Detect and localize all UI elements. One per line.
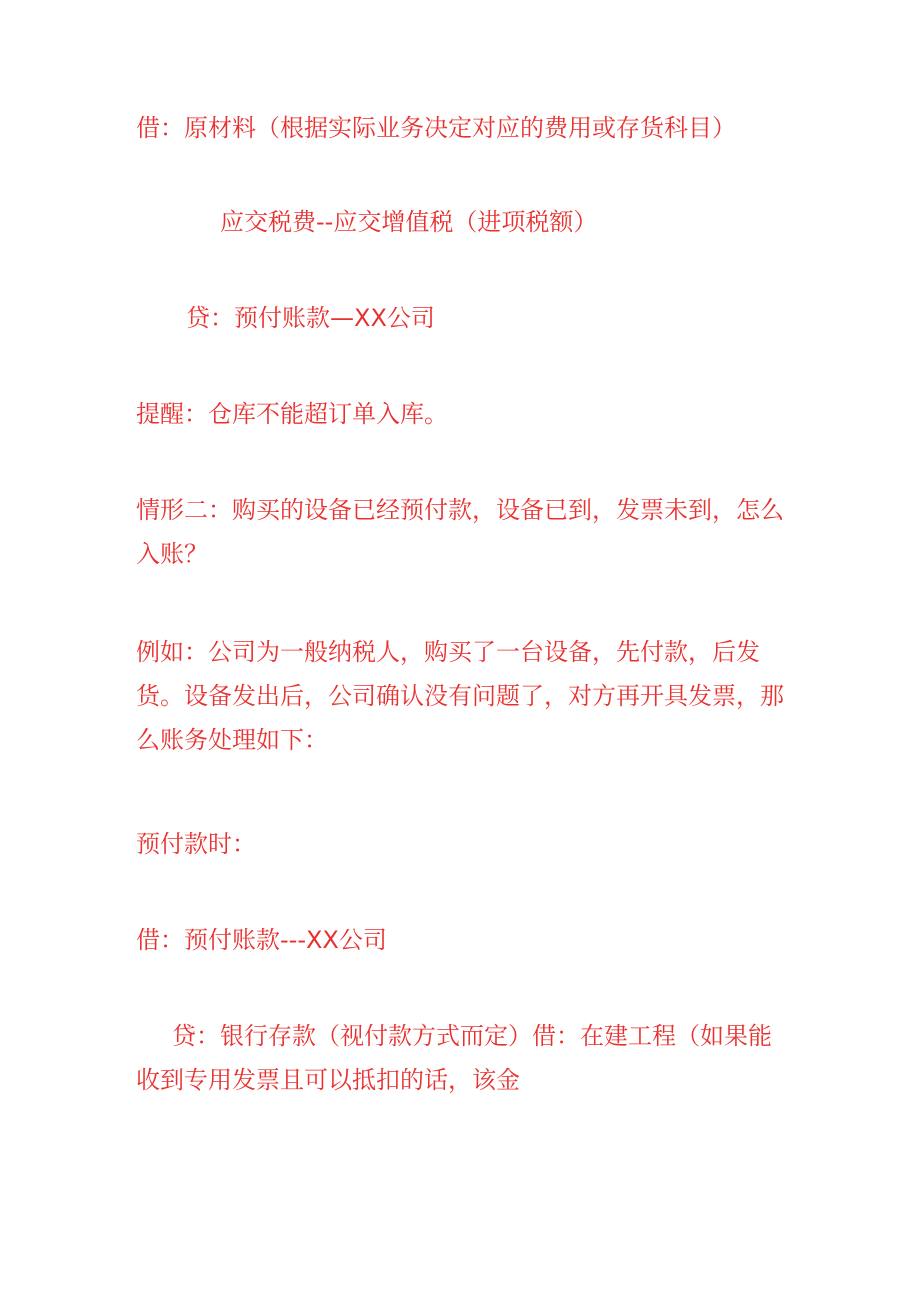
scenario-two-heading: 情形二：购买的设备已经预付款，设备已到，发票未到，怎么入账？ bbox=[136, 496, 784, 568]
prepayment-subheading: 预付款时： bbox=[136, 830, 256, 858]
credit-prepayment-line: 贷：预付账款—XX公司 bbox=[186, 304, 435, 332]
debit-raw-materials-line: 借：原材料（根据实际业务决定对应的费用或存货科目） bbox=[136, 114, 736, 142]
reminder-paragraph: 提醒：仓库不能超订单入库。 bbox=[136, 400, 448, 428]
credit-bank-deposit-paragraph: 贷：银行存款（视付款方式而定）借：在建工程（如果能收到专用发票且可以抵扣的话，该金 bbox=[136, 1022, 772, 1094]
debit-prepayment-line: 借：预付账款---XX公司 bbox=[136, 926, 387, 954]
example-paragraph: 例如：公司为一般纳税人，购买了一台设备，先付款，后发货。设备发出后，公司确认没有问题了，对方再开具发票，那么账务处理如下： bbox=[136, 638, 784, 754]
tax-payable-line: 应交税费--应交增值税（进项税额） bbox=[220, 208, 598, 236]
